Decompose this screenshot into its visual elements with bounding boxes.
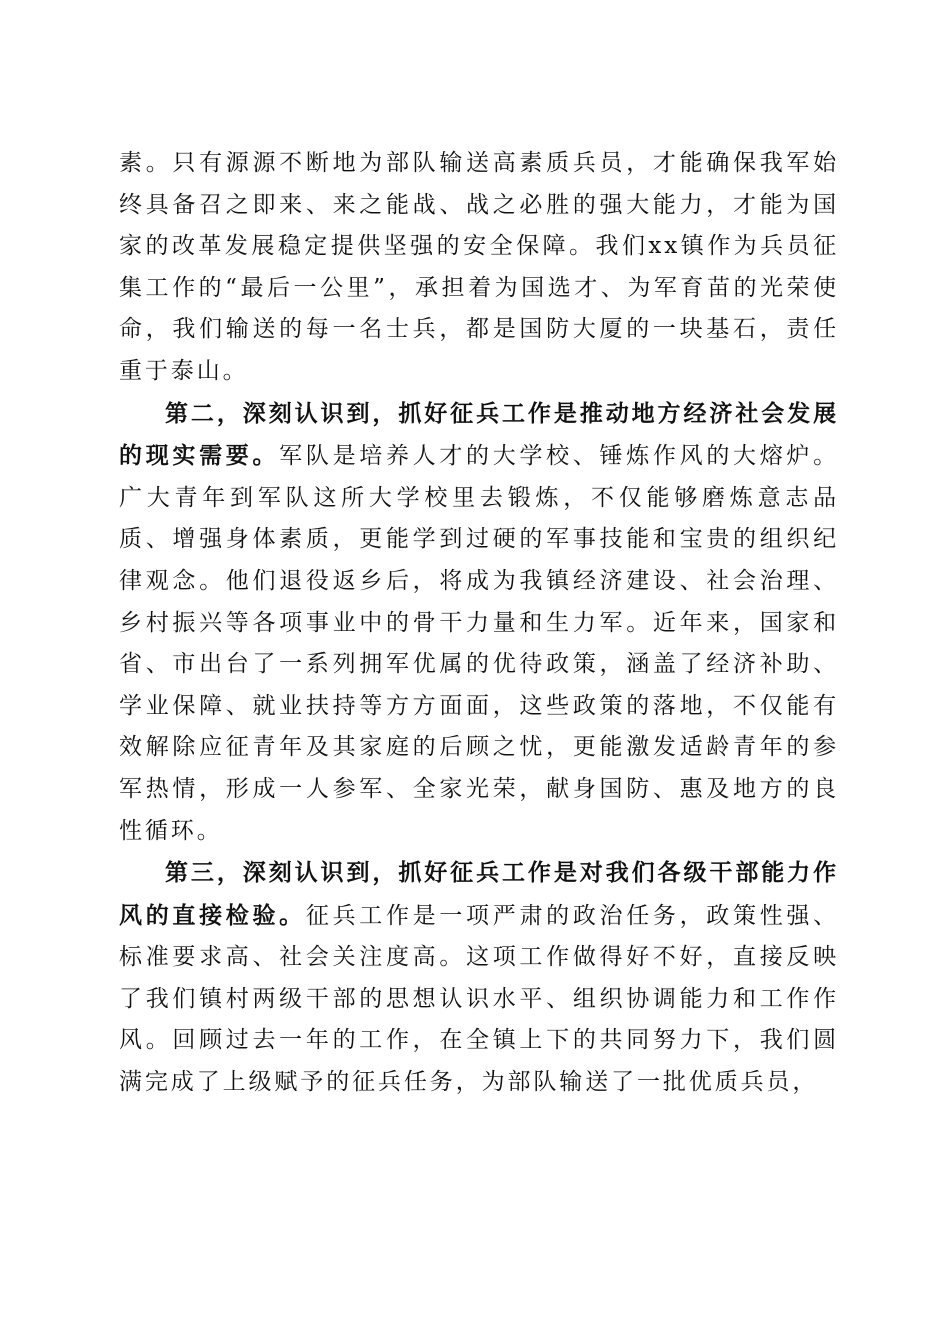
paragraph-text: 素。只有源源不断地为部队输送高素质兵员，才能确保我军始终具备召之即来、来之能战、战之必胜的强大能力，才能为国家的改革发展稳定提供坚强的安全保障。我们xx镇作为兵员征集工作的“最后一公里”，承担着为国选才、为军育苗的光荣使命，我们输送的每一名士兵，都是国防大厦的一块基石，责任重于泰山。 [119,150,839,384]
paragraph-continuation [119,143,839,393]
document-body [119,143,839,1104]
paragraph-third-point [119,852,839,1104]
paragraph-second-point [119,393,839,853]
paragraph-heading: 第二，深刻认识到，抓好征兵工作是推动地方经济社会发展的现实需要。 [119,399,839,470]
paragraph-text: 征兵工作是一项严肃的政治任务，政策性强、标准要求高、社会关注度高。这项工作做得好不好，直接反映了我们镇村两级干部的思想认识水平、组织协调能力和工作作风。回顾过去一年的工作，在全镇上下的共同努力下，我们圆满完成了上级赋予的征兵任务，为部队输送了一批优质兵员， [119,902,839,1096]
paragraph-text: 军队是培养人才的大学校、锤炼作风的大熔炉。广大青年到军队这所大学校里去锻炼，不仅能够磨炼意志品质、增强身体素质，更能学到过硬的军事技能和宝贵的组织纪律观念。他们退役返乡后，将成为我镇经济建设、社会治理、乡村振兴等各项事业中的骨干力量和生力军。近年来，国家和省、市出台了一系列拥军优属的优待政策，涵盖了经济补助、学业保障、就业扶持等方方面面，这些政策的落地，不仅能有效解除应征青年及其家庭的后顾之忧，更能激发适龄青年的参军热情，形成一人参军、全家光荣，献身国防、惠及地方的良性循环。 [119,443,840,844]
paragraph-heading: 第三，深刻认识到，抓好征兵工作是对我们各级干部能力作风的直接检验。 [119,859,839,929]
